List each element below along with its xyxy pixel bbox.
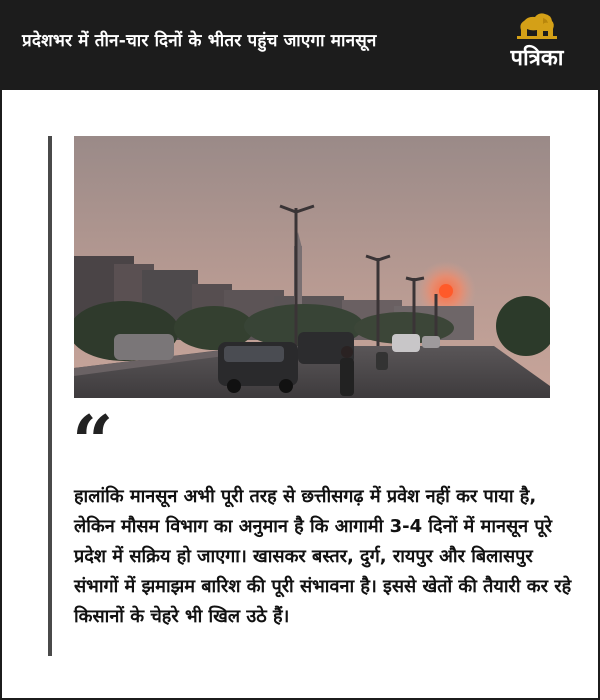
header-bar bbox=[0, 0, 600, 90]
brand-name: पत्रिका bbox=[510, 46, 564, 71]
lion-emblem-icon bbox=[515, 10, 559, 40]
street-sunset-photo bbox=[74, 136, 550, 398]
brand-logo[interactable] bbox=[494, 10, 580, 80]
headline: प्रदेशभर में तीन-चार दिनों के भीतर पहुंच जाएगा मानसून bbox=[22, 31, 377, 51]
side-rule bbox=[48, 136, 52, 656]
quote-card bbox=[2, 90, 598, 698]
quote-mark: “ bbox=[72, 399, 114, 484]
article-body: हालांकि मानसून अभी पूरी तरह से छत्तीसगढ़ में प्रवेश नहीं कर पाया है, लेकिन मौसम विभाग का अनुमान है कि आगामी 3-4 दिनों में मानसून पूरे प्रदेश में सक्रिय हो जाएगा। खासकर बस्तर, दुर्ग, रायपुर और बिलासपुर संभागों में झमाझम बारिश की पूरी संभावना है। इससे खेतों की तैयारी कर रहे किसानों के चेहरे भी खिल उठे हैं। bbox=[74, 486, 572, 627]
